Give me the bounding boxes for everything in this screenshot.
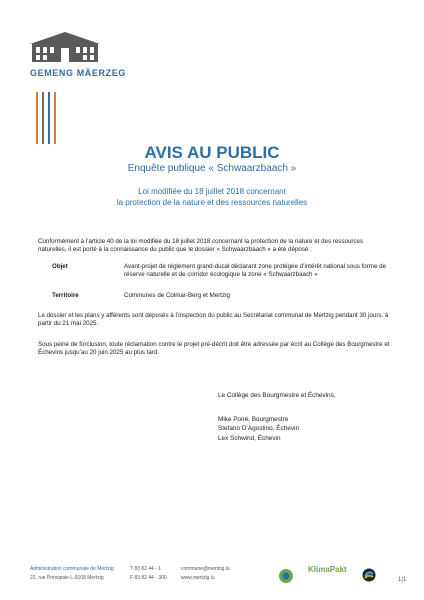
klimapakt-text: KlimaPakt xyxy=(308,565,347,574)
signatory-alderman-2: Lex Schwind, Échevin xyxy=(218,434,281,442)
deposit-paragraph: Le dossier et les plans y afférents sont déposés à l’inspection du public au Secrétariat communal de Mertzig pendant 30 jours, à partir du 21 mai 2025. xyxy=(38,312,389,328)
footer-address xyxy=(30,565,114,583)
page-number: 1|1 xyxy=(398,577,407,583)
fairtrade-logo xyxy=(362,568,376,582)
footer-phone-number: T 83 82 44 - 1 xyxy=(130,566,162,572)
footer-phone xyxy=(130,565,167,583)
footer-contact xyxy=(181,565,230,583)
law-line-2: la protection de la nature et des ressources naturelles xyxy=(116,198,308,207)
signatories xyxy=(218,415,299,443)
climate-alliance-logo xyxy=(278,568,294,584)
page-title: AVIS AU PUBLIC xyxy=(144,143,280,162)
row-value: Avant-projet de règlement grand-ducal déclarant zone protégée d’intérêt national sous forme de réserve naturelle et de corridor écologique la zone « Schwaarzbaach » xyxy=(124,263,386,279)
klimapakt-logo xyxy=(308,565,347,576)
law-line-1: Loi modifiée du 18 juillet 2018 concernant xyxy=(138,187,286,196)
law-reference xyxy=(60,186,364,208)
footer-address-line: 22, rue Principale L-9168 Mertzig xyxy=(30,575,104,581)
commune-logo xyxy=(30,30,100,64)
castle-icon xyxy=(30,30,100,64)
page-subtitle: Enquête publique « Schwaarzbaach » xyxy=(127,163,297,174)
decorative-stripes xyxy=(36,92,66,144)
intro-paragraph: Conformément à l’article 40 de la loi modifiée du 18 juillet 2018 concernant la protection de la nature et des ressources naturelles, il est porté à la connaissance du public que le dossier « Schwaarzbaach » a été déposé : xyxy=(38,238,364,254)
row-label: Objet xyxy=(52,263,68,270)
footer-email[interactable]: commune@mertzig.lu xyxy=(181,566,230,572)
signatory-mayor: Mike Poiré, Bourgmestre xyxy=(218,416,289,423)
row-label: Territoire xyxy=(52,292,79,299)
footer-website[interactable]: www.mertzig.lu xyxy=(181,575,215,581)
footer-fax-number: F 83 82 44 - 300 xyxy=(130,575,167,581)
footer-admin-name: Administration communale de Mertzig xyxy=(30,566,114,572)
college-line: Le Collège des Bourgmestre et Échevins, xyxy=(218,392,336,399)
claim-paragraph: Sous peine de forclusion, toute réclamation contre le projet pré-décrit doit être adressée par écrit au Collège des Bourgmestre et Échevins jusqu’au 20 juin 2025 au plus tard. xyxy=(38,341,390,357)
signatory-alderman-1: Stefano D’Agostino, Échevin xyxy=(218,425,299,433)
row-value: Communes de Colmar-Berg et Mertzig xyxy=(124,292,230,299)
logo-text: GEMENG MÄERZEG xyxy=(30,68,126,78)
